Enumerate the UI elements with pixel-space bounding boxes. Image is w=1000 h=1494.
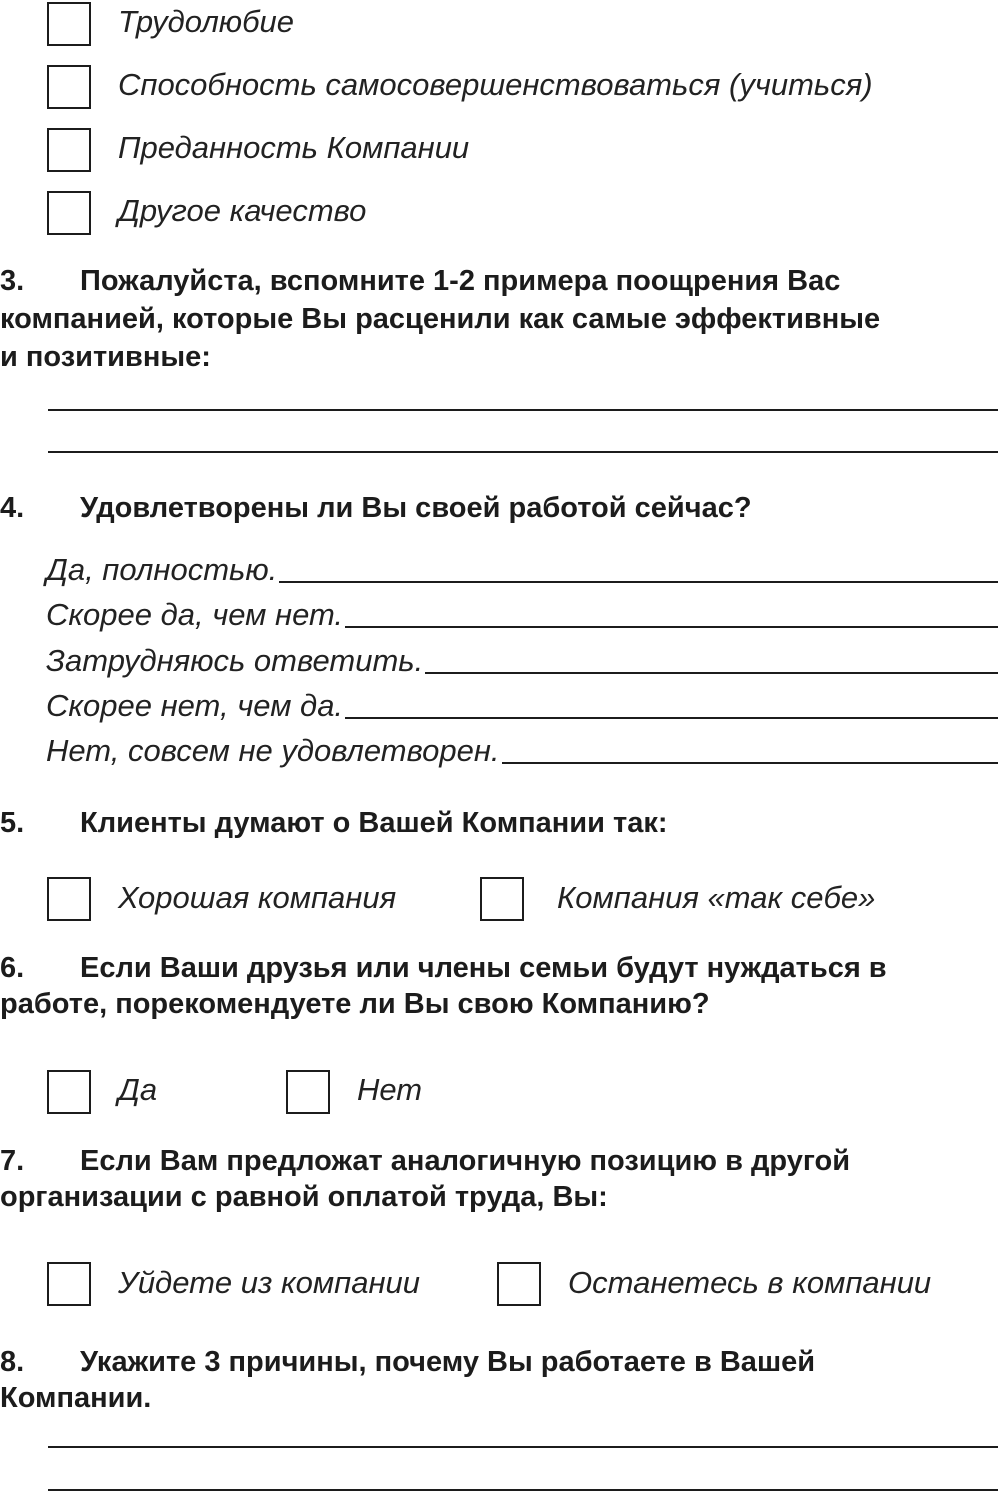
option-label: Трудолюбие — [118, 4, 295, 39]
option-label: Уйдете из компании — [118, 1265, 420, 1300]
answer-line[interactable] — [48, 1489, 998, 1491]
scale-option[interactable] — [46, 552, 998, 588]
question-5 — [0, 805, 668, 841]
checkbox-so-so-company[interactable] — [480, 877, 524, 921]
scale-option-label: Затрудняюсь ответить. — [46, 643, 424, 678]
question-7 — [0, 1143, 850, 1179]
checkbox-leave-company[interactable] — [47, 1262, 91, 1306]
answer-line[interactable] — [48, 409, 998, 411]
question-number: 6. — [0, 952, 25, 984]
question-8-line-2: Компании. — [0, 1382, 152, 1414]
checkbox-self-improvement[interactable] — [47, 65, 91, 109]
option-label: Компания «так себе» — [557, 880, 876, 915]
question-number: 5. — [0, 807, 25, 839]
checkbox-yes[interactable] — [47, 1070, 91, 1114]
answer-line[interactable] — [345, 626, 998, 628]
answer-line[interactable] — [502, 762, 998, 764]
question-text-line: Если Вам предложат аналогичную позицию в другой — [80, 1145, 851, 1177]
scale-option[interactable] — [46, 688, 998, 724]
answer-line[interactable] — [279, 581, 998, 583]
question-number: 4. — [0, 492, 25, 524]
scale-option-label: Скорее да, чем нет. — [46, 597, 344, 632]
answer-line[interactable] — [345, 717, 998, 719]
scale-option-label: Нет, совсем не удовлетворен. — [46, 733, 500, 768]
question-6-line-2: работе, порекомендуете ли Вы свою Компанию? — [0, 988, 710, 1020]
question-7-line-2: организации с равной оплатой труда, Вы: — [0, 1181, 608, 1213]
question-text-line: Укажите 3 причины, почему Вы работаете в Вашей — [80, 1346, 816, 1378]
question-text-line: Если Ваши друзья или члены семьи будут нуждаться в — [80, 952, 887, 984]
checkbox-hardworking[interactable] — [47, 2, 91, 46]
option-label: Да — [118, 1072, 158, 1107]
checkbox-other-quality[interactable] — [47, 191, 91, 235]
option-label: Способность самосовершенствоваться (учиться) — [118, 67, 873, 102]
scale-option-label: Скорее нет, чем да. — [46, 688, 344, 723]
question-4 — [0, 490, 752, 526]
question-3-line-2: компанией, которые Вы расценили как самые эффективные — [0, 303, 881, 335]
question-8 — [0, 1344, 815, 1380]
checkbox-stay-company[interactable] — [497, 1262, 541, 1306]
question-text: Клиенты думают о Вашей Компании так: — [80, 807, 668, 839]
answer-line[interactable] — [48, 451, 998, 453]
option-label: Преданность Компании — [118, 130, 470, 165]
scale-option[interactable] — [46, 643, 998, 679]
answer-line[interactable] — [425, 672, 998, 674]
option-label: Нет — [357, 1072, 423, 1107]
option-label: Другое качество — [118, 193, 367, 228]
question-number: 3. — [0, 265, 25, 297]
question-number: 7. — [0, 1145, 25, 1177]
question-text-line: Пожалуйста, вспомните 1-2 примера поощрения Вас — [80, 265, 841, 297]
scale-option-label: Да, полностью. — [46, 552, 278, 587]
question-3-line-3: и позитивные: — [0, 341, 211, 373]
option-label: Хорошая компания — [118, 880, 397, 915]
question-6 — [0, 950, 887, 986]
checkbox-loyalty[interactable] — [47, 128, 91, 172]
question-text: Удовлетворены ли Вы своей работой сейчас? — [80, 492, 752, 524]
option-label: Останетесь в компании — [568, 1265, 932, 1300]
checkbox-no[interactable] — [286, 1070, 330, 1114]
scale-option[interactable] — [46, 733, 998, 769]
scale-option[interactable] — [46, 597, 998, 633]
question-number: 8. — [0, 1346, 25, 1378]
checkbox-good-company[interactable] — [47, 877, 91, 921]
question-3 — [0, 263, 840, 299]
answer-line[interactable] — [48, 1446, 998, 1448]
